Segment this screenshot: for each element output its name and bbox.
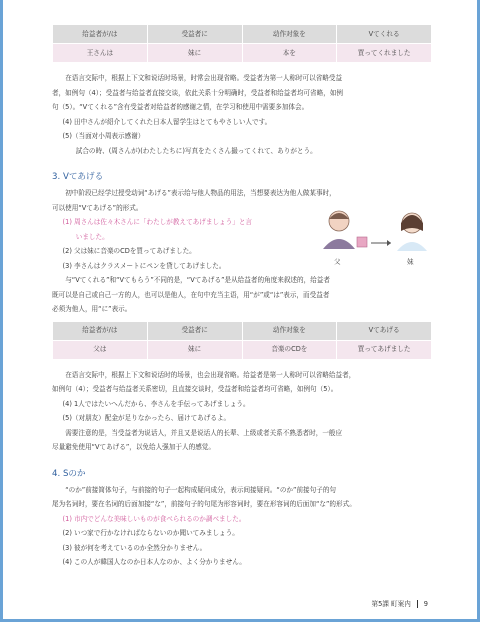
paragraph-line: 与“Vてくれる”和“Vてもらう”不同的是，“Vてあげる”是从给益者的角度来叙述的，给益者 [65, 276, 330, 284]
example-sentence: (3) 李さんはクラスメートにペンを貸してあげました。 [62, 261, 226, 270]
example-sentence-highlight: (1) 市内でどんな美味しいものが食べられるのか調べました。 [62, 514, 246, 523]
paragraph-line: 需要注意的是，当受益者为说话人，并且又是说话人的长辈、上级或者关系不熟悉者时，一般应 [65, 428, 343, 437]
section-heading-4 [52, 465, 432, 483]
table-header-cell: 动作对象を [242, 321, 337, 340]
section-title: Vてあげる [62, 172, 104, 182]
paragraph-line: 在语言交际中，根据上下文和说话时的场景，也会出现省略。给益者是第一人称时可以省略给益者， [65, 370, 356, 379]
table-header-row [53, 25, 432, 44]
paragraph-line: 既可以是自己或自己一方的人，也可以是他人，在句中充当主语，用“が”或“は”表示，而受益者 [52, 290, 330, 299]
table-header-cell: 动作对象を [242, 25, 337, 44]
paragraph-line: 尽量避免使用“Vてあげる”，以免给人强加于人的感觉。 [52, 443, 215, 451]
illustration-father-sister [317, 207, 432, 269]
example-sentence: (3) 彼が何を考えているのか全然分かりません。 [62, 543, 207, 552]
table-cell: 王さんは [53, 44, 148, 63]
example-sentence-highlight: (1) 周さんは佐々木さんに「わたしが教えてあげましょう」と言 [62, 218, 253, 226]
paragraph-line: 句（5）。“Vてくれる”含有受益者对给益者的感谢之情，在学习和使用中需要多加体会。 [52, 103, 309, 111]
example-sentence: (4) 1人ではたいへんだから、李さんを手伝ってあげましょう。 [62, 399, 250, 408]
example-sentence: 試合の時、(周さんが)(わたしたちに)写真をたくさん撮ってくれて、ありがとう。 [75, 146, 317, 155]
footer-divider [417, 600, 418, 608]
section-heading-3 [52, 168, 432, 186]
paragraph-line: 可以使用“Vてあげる”的形式。 [52, 203, 143, 212]
footer-page-number: 9 [423, 600, 428, 608]
paragraph-line: 尾为名词时，要在名词的后面加接“な”，前接句子的句尾为形容词时，要在形容词的后面加“な”的形式。 [52, 500, 356, 508]
table-cell: 買ってあげました [337, 340, 432, 359]
paragraph-line: 者，如例句（4）；受益者与给益者直接交谈，依此关系十分明确时，受益者和给益者均可省略，如例 [52, 88, 344, 97]
paragraph-line: 必须为他人，用“に”表示。 [52, 305, 132, 313]
example-sentence: (5)（对朋友）配金が足りなかったら、届けてあげるよ。 [62, 414, 231, 422]
table-cell: 音楽のCDを [242, 340, 337, 359]
table-header-cell: 给益者が/は [53, 321, 148, 340]
table-cell: 本を [242, 44, 337, 63]
page-content [52, 0, 432, 570]
section-title: Sのか [62, 468, 86, 479]
table-row [53, 44, 432, 63]
table-cell: 父は [53, 340, 148, 359]
table-header-cell: 给益者が/は [53, 25, 148, 44]
example-sentence: (5)（当面对小周表示感谢） [62, 132, 145, 140]
page-footer [372, 598, 428, 608]
table-cell: 買ってくれました [337, 44, 432, 63]
table-cell: 妹に [147, 340, 242, 359]
example-sentence: (2) 父は妹に音楽のCDを買ってあげました。 [62, 247, 196, 255]
example-sentence: (4) 田中さんが紹介してくれた日本人留学生はとてもやさしい人です。 [62, 117, 272, 126]
section-number: 3. [52, 172, 61, 182]
footer-lesson-title: 第5課 町案内 [371, 600, 411, 608]
paragraph-line: “のか”前接简体句子，与前接的句子一起构成疑问成分，表示间接疑问。“のか”前接句子的句 [65, 485, 337, 494]
table-row [53, 340, 432, 359]
paragraph-line: 在语言交际中，根据上下文和说话时场景，时常会出现省略。受益者为第一人称时可以省略受益 [65, 74, 343, 82]
section-number: 4. [52, 468, 61, 479]
table-header-row [53, 321, 432, 340]
example-sentence: (2) いつ家で行かなければならないのか聞いてみましょう。 [62, 529, 239, 537]
table-header-cell: 受益者に [147, 321, 242, 340]
table-cell: 妹に [147, 44, 242, 63]
illustration-label-sister: 妹 [407, 258, 414, 266]
example-sentence-highlight: いました。 [75, 232, 109, 241]
table-kureru [52, 24, 432, 63]
paragraph-line: 初中阶段已经学过授受动词“あげる”表示给与他人物品的用法，当想要表达为他人做某事时， [65, 189, 336, 197]
table-header-cell: Vてくれる [337, 25, 432, 44]
table-header-cell: 受益者に [147, 25, 242, 44]
table-header-cell: Vてあげる [337, 321, 432, 340]
illustration-label-father: 父 [334, 258, 341, 266]
example-sentence: (4) この人が韓国人なのか日本人なのか、よく分かりません。 [62, 558, 246, 566]
paragraph-line: 如例句（4）；受益者与给益者关系密切，且直接交谈时，受益者和给益者均可省略，如例句（5）。 [52, 385, 338, 393]
table-ageru [52, 321, 432, 360]
